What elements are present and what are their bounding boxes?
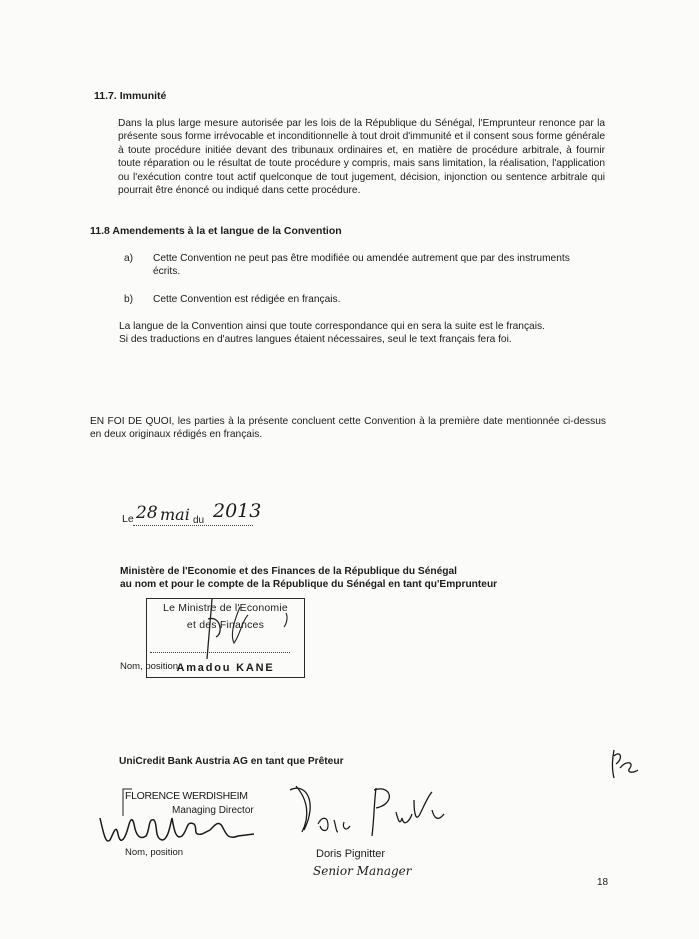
margin-initials <box>608 746 640 780</box>
date-year: 2013 <box>213 500 262 522</box>
borrower-name-position: Nom, position <box>120 661 179 672</box>
date-prefix: Le <box>122 513 134 525</box>
signer-2-title: Senior Manager <box>313 864 412 878</box>
date-day: 28 <box>136 503 158 523</box>
lender-heading: UniCredit Bank Austria AG en tant que Prêteur <box>119 756 344 767</box>
item-a-text: Cette Convention ne peut pas être modifiée ou amendée autrement que par des instruments écrits. <box>153 253 570 278</box>
stamp-name: Amadou KANE <box>176 662 275 674</box>
date-month: mai <box>160 505 190 524</box>
minister-signature <box>150 595 310 665</box>
borrower-line-2: au nom et pour le compte de la République du Sénégal en tant qu'Emprunteur <box>120 579 498 590</box>
lender-stamp-name: FLORENCE WERDISHEIM <box>125 790 248 802</box>
borrower-line-1: Ministère de l'Economie et des Finances de la République du Sénégal <box>120 566 457 577</box>
stamp-line-2: et des Finances <box>186 619 265 631</box>
language-line-2: Si des traductions en d'autres langues étaient nécessaires, seul le text français fera foi. <box>119 334 512 345</box>
signer-2-name: Doris Pignitter <box>316 848 386 860</box>
page-number: 18 <box>597 877 609 888</box>
section-11-8-heading: 11.8 Amendements à la et langue de la Convention <box>90 225 342 237</box>
date-dotted-line <box>133 525 253 526</box>
lender-stamp-title: Managing Director <box>172 805 254 816</box>
stamp-line-1: Le Ministre de l'Economie <box>163 602 288 614</box>
section-11-7-heading: 11.7. Immunité <box>94 90 167 102</box>
item-b-text: Cette Convention est rédigée en français. <box>153 294 341 305</box>
lender-name-position: Nom, position <box>125 847 184 858</box>
language-line-1: La langue de la Convention ainsi que toute correspondance qui en sera la suite est le français. <box>119 321 545 332</box>
date-connector: du <box>193 515 205 526</box>
section-11-7-paragraph: Dans la plus large mesure autorisée par les lois de la République du Sénégal, l'Emprunteur renonce par la présente sous forme irrévocable et inconditionnelle à tout droit d'immunité et il consent sous forme générale à toute procédure initiée devant des tribunaux ordinaires et, en matière de procédure arbitrale, à fournir toute réparation ou le résultat de toute procédure y compris, mais sans limitation, la réalisation, l'application ou l'exécution contre tout actif quelconque de tout jugement, décision, injonction ou sentence arbitrale qui pourrait être énoncé ou indiqué dans cette procédure. <box>118 118 605 197</box>
item-b-marker: b) <box>124 294 134 305</box>
witness-clause: EN FOI DE QUOI, les parties à la présente concluent cette Convention à la première date mentionnée ci-dessus en deux originaux rédigés en français. <box>90 416 606 441</box>
lender-signature-1 <box>98 806 258 851</box>
item-a-marker: a) <box>124 253 134 264</box>
lender-signature-2 <box>288 780 458 840</box>
